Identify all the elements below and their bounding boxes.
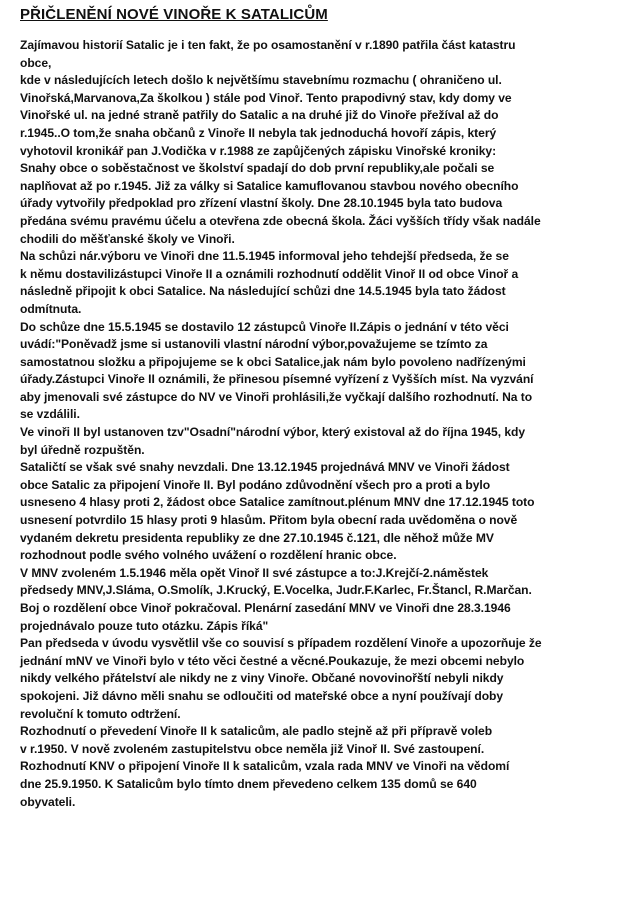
text-line: dne 25.9.1950. K Satalicům bylo tímto dnem převedeno celkem 135 domů se 640 bbox=[20, 776, 477, 791]
text-line: Vinořské ul. na jedné straně patřily do Satalic a na druhé již do Vinoře přežíval až do bbox=[20, 108, 499, 123]
text-line: Do schůze dne 15.5.1945 se dostavilo 12 zástupců Vinoře II.Zápis o jednání v této věci bbox=[20, 319, 509, 334]
text-line: úřady.Zástupci Vinoře II oznámili, že přinesou písemné vyřízení z Vyšších míst. Na vyzvání bbox=[20, 372, 534, 387]
text-line: nikdy velkého přátelství ale nikdy ne z viny Vinoře. Občané novovinořští nebyli nikdy bbox=[20, 671, 504, 686]
text-line: projednávalo pouze tuto otázku. Zápis říká" bbox=[20, 618, 269, 633]
text-line: se vzdálili. bbox=[20, 407, 80, 422]
text-line: usnesení potvrdilo 15 hlasy proti 9 hlasům. Přitom byla obecní rada uvědoměna o nově bbox=[20, 513, 518, 528]
text-line: spokojeni. Již dávno měli snahu se odloučiti od mateřské obce a nyní používají doby bbox=[20, 688, 504, 703]
text-line: vydaném dekretu presidenta republiky ze dne 27.10.1945 č.121, dle něhož může MV bbox=[20, 530, 494, 545]
text-line: obyvateli. bbox=[20, 794, 76, 809]
text-line: kde v následujících letech došlo k největšímu stavebnímu rozmachu ( ohraničeno ul. bbox=[20, 73, 502, 88]
text-line: uvádí:"Poněvadž jsme si ustanovili vlastní národní výbor,považujeme se tzímto za bbox=[20, 337, 488, 352]
text-line: předsedy MNV,J.Sláma, O.Smolík, J.Krucký, E.Vocelka, Judr.F.Karlec, Fr.Štancl, R.Marčan. bbox=[20, 583, 532, 598]
text-line: usneseno 4 hlasy proti 2, žádost obce Satalice zamítnout.plénum MNV dne 17.12.1945 toto bbox=[20, 495, 535, 510]
text-line: Sataličtí se však své snahy nevzdali. Dne 13.12.1945 projednává MNV ve Vinoři žádost bbox=[20, 460, 510, 475]
text-line: aby jmenovali své zástupce do NV ve Vinoři prohlásili,že vyčkají dalšího rozhodnutí. Na to bbox=[20, 389, 533, 404]
text-line: Ve vinoři II byl ustanoven tzv"Osadní"národní výbor, který existoval až do října 1945, kdy bbox=[20, 425, 526, 440]
text-line: Boj o rozdělení obce Vinoř pokračoval. Plenární zasedání MNV ve Vinoři dne 28.3.1946 bbox=[20, 601, 511, 615]
text-line: r.1945..O tom,že snaha občanů z Vinoře II nebyla tak jednoduchá hovoří zápis, který bbox=[20, 125, 497, 140]
text-line: k němu dostavilizástupci Vinoře II a oznámili rozhodnutí oddělit Vinoř II od obce Vinoř a bbox=[20, 266, 519, 281]
text-line: Rozhodnutí o převedení Vinoře II k satalicům, ale padlo stejně až při přípravě voleb bbox=[20, 724, 493, 739]
text-line: rozhodnout podle svého volného uvážení o rozdělení hranic obce. bbox=[20, 548, 397, 563]
text-line: Vinořská,Marvanova,Za školkou ) stále pod Vinoř. Tento prapodivný stav, kdy domy ve bbox=[20, 90, 512, 105]
text-line: Snahy obce o soběstačnost ve školství spadají do dob první republiky,ale počali se bbox=[20, 161, 495, 176]
text-line: naplňovat až po r.1945. Již za války si Satalice kamuflovanou stavbou nového obecního bbox=[20, 178, 519, 193]
text-line: Na schůzi nár.výboru ve Vinoři dne 11.5.1945 informoval jeho tehdejší předseda, že se bbox=[20, 249, 509, 264]
text-line: následně připojit k obci Satalice. Na následující schůzi dne 14.5.1945 byla tato žádost bbox=[20, 284, 506, 299]
text-line: předána svému pravému účelu a otevřena zde obecná škola. Žáci vyšších třídy však nadále bbox=[20, 213, 541, 228]
document-title: PŘIČLENĚNÍ NOVÉ VINOŘE K SATALICŮM bbox=[20, 6, 328, 23]
text-line: obce Satalic za připojení Vinoře II. Byl podáno zdůvodnění všech pro a proti a bylo bbox=[20, 477, 491, 492]
text-line: vyhotovil kronikář pan J.Vodička v r.1988 ze zapůjčených zápisku Vinořské kroniky: bbox=[20, 143, 497, 158]
text-line: obce, bbox=[20, 55, 52, 70]
text-line: Rozhodnutí KNV o připojení Vinoře II k satalicům, vzala rada MNV ve Vinoři na vědomí bbox=[20, 759, 510, 774]
text-line: odmítnuta. bbox=[20, 301, 82, 316]
text-line: úřady vytvořily předpoklad pro zřízení vlastní školy. Dne 28.10.1945 byla tato budova bbox=[20, 196, 503, 211]
text-line: Zajímavou historií Satalic je i ten fakt, že po osamostanění v r.1890 patřila část katastru bbox=[20, 38, 516, 52]
text-line: byl úředně rozpuštěn. bbox=[20, 442, 145, 457]
text-line: Pan předseda v úvodu vysvětlil vše co souvisí s případem rozdělení Vinoře a upozorňuje že bbox=[20, 636, 542, 651]
text-line: V MNV zvoleném 1.5.1946 měla opět Vinoř II své zástupce a to:J.Krejčí-2.náměstek bbox=[20, 565, 489, 580]
text-line: chodili do měšťanské školy ve Vinoři. bbox=[20, 231, 235, 246]
text-line: jednání mNV ve Vinoři bylo v této věci čestné a věcné.Poukazuje, že mezi obcemi nebylo bbox=[20, 653, 525, 668]
document-body bbox=[20, 37, 611, 811]
text-line: revoluční k tomuto odtržení. bbox=[20, 706, 181, 721]
text-line: samostatnou složku a připojujeme se k obci Satalice,jak nám bylo povoleno nadřízenými bbox=[20, 354, 526, 369]
text-line: v r.1950. V nově zvoleném zastupitelstvu obce neměla již Vinoř II. Své zastoupení. bbox=[20, 741, 485, 756]
